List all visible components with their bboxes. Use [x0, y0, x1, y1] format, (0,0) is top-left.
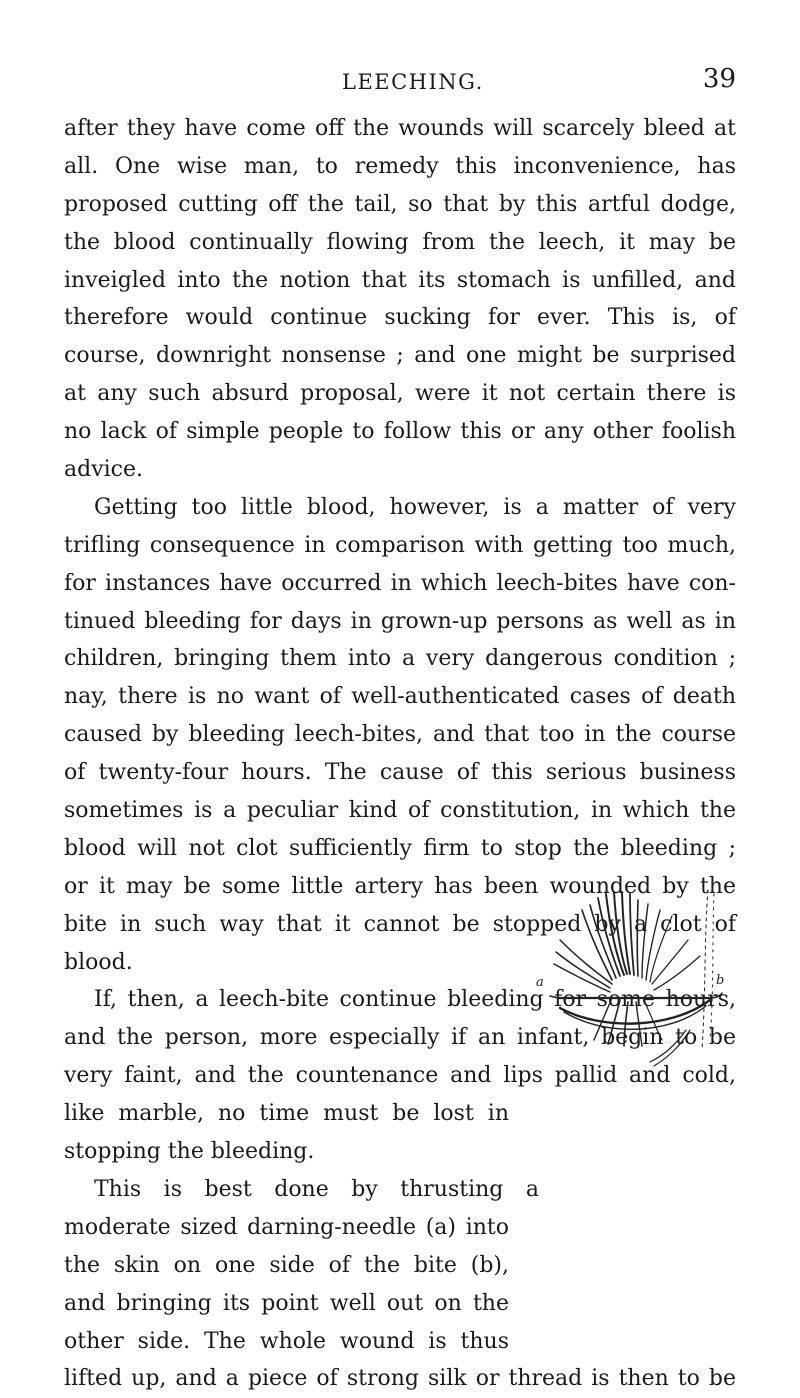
text-line: course, downright nonsense ; and one might be surprised: [64, 343, 736, 369]
body-text: [64, 110, 736, 1398]
text-line: for instances have occurred in which leech-bites have con-: [64, 570, 736, 596]
text-line: or it may be some little artery has been wounded by the: [64, 873, 736, 899]
text-line: lifted up, and a piece of strong silk or thread is then to be: [64, 1366, 736, 1392]
text-line: If, then, a leech-bite continue bleeding for some hours,: [94, 987, 736, 1013]
text-line: sometimes is a peculiar kind of constitution, in which the: [64, 798, 736, 824]
needle-illustration: [520, 880, 740, 1090]
figure-label-b: b: [716, 973, 725, 988]
text-beside-figure: [64, 1095, 736, 1360]
text-line: after they have come off the wounds will scarcely bleed at: [64, 116, 736, 141]
text-line: at any such absurd proposal, were it not certain there is: [64, 381, 736, 407]
text-line: This is best done by thrusting a: [94, 1176, 539, 1202]
page-number: 39: [702, 64, 736, 94]
text-line: stopping the bleeding.: [64, 1139, 315, 1165]
text-line: Getting too little blood, however, is a matter of very: [94, 494, 736, 520]
text-line: very faint, and the countenance and lips pallid and cold,: [64, 1063, 736, 1089]
figure-label-a: a: [536, 975, 544, 990]
text-line: all. One wise man, to remedy this inconvenience, has: [64, 153, 736, 179]
text-line: therefore would continue sucking for ever. This is, of: [64, 305, 736, 331]
text-line: trifling consequence in comparison with getting too much,: [64, 532, 736, 558]
text-line: children, bringing them into a very dangerous condition ;: [64, 646, 736, 672]
text-line: no lack of simple people to follow this or any other foolish: [64, 419, 736, 445]
text-line: the blood continually flowing from the leech, it may be: [64, 229, 736, 255]
text-line: other side. The whole wound is thus: [64, 1328, 509, 1354]
text-line: proposed cutting off the tail, so that by this artful dodge,: [64, 191, 736, 217]
text-line: and bringing its point well out on the: [64, 1290, 509, 1316]
running-head: LEECHING.: [342, 70, 484, 94]
text-line: inveigled into the notion that its stomach is unfilled, and: [64, 267, 736, 293]
needle-drawing-icon: [520, 880, 740, 1090]
text-line: bite in such way that it cannot be stopped by a clot of: [64, 911, 736, 937]
text-line: tinued bleeding for days in grown-up persons as well as in: [64, 608, 736, 634]
text-line: moderate sized darning-needle (a) into: [64, 1214, 509, 1240]
text-line: of twenty-four hours. The cause of this serious business: [64, 760, 736, 786]
text-line: caused by bleeding leech-bites, and that too in the course: [64, 722, 736, 748]
text-line: blood.: [64, 949, 133, 975]
text-line: the skin on one side of the bite (b),: [64, 1252, 509, 1278]
text-line: and the person, more especially if an infant, begin to be: [64, 1025, 736, 1051]
text-line: blood will not clot sufficiently firm to stop the bleeding ;: [64, 835, 736, 861]
text-line: like marble, no time must be lost in: [64, 1101, 509, 1127]
text-line: advice.: [64, 457, 143, 483]
text-line: nay, there is no want of well-authenticated cases of death: [64, 684, 736, 710]
